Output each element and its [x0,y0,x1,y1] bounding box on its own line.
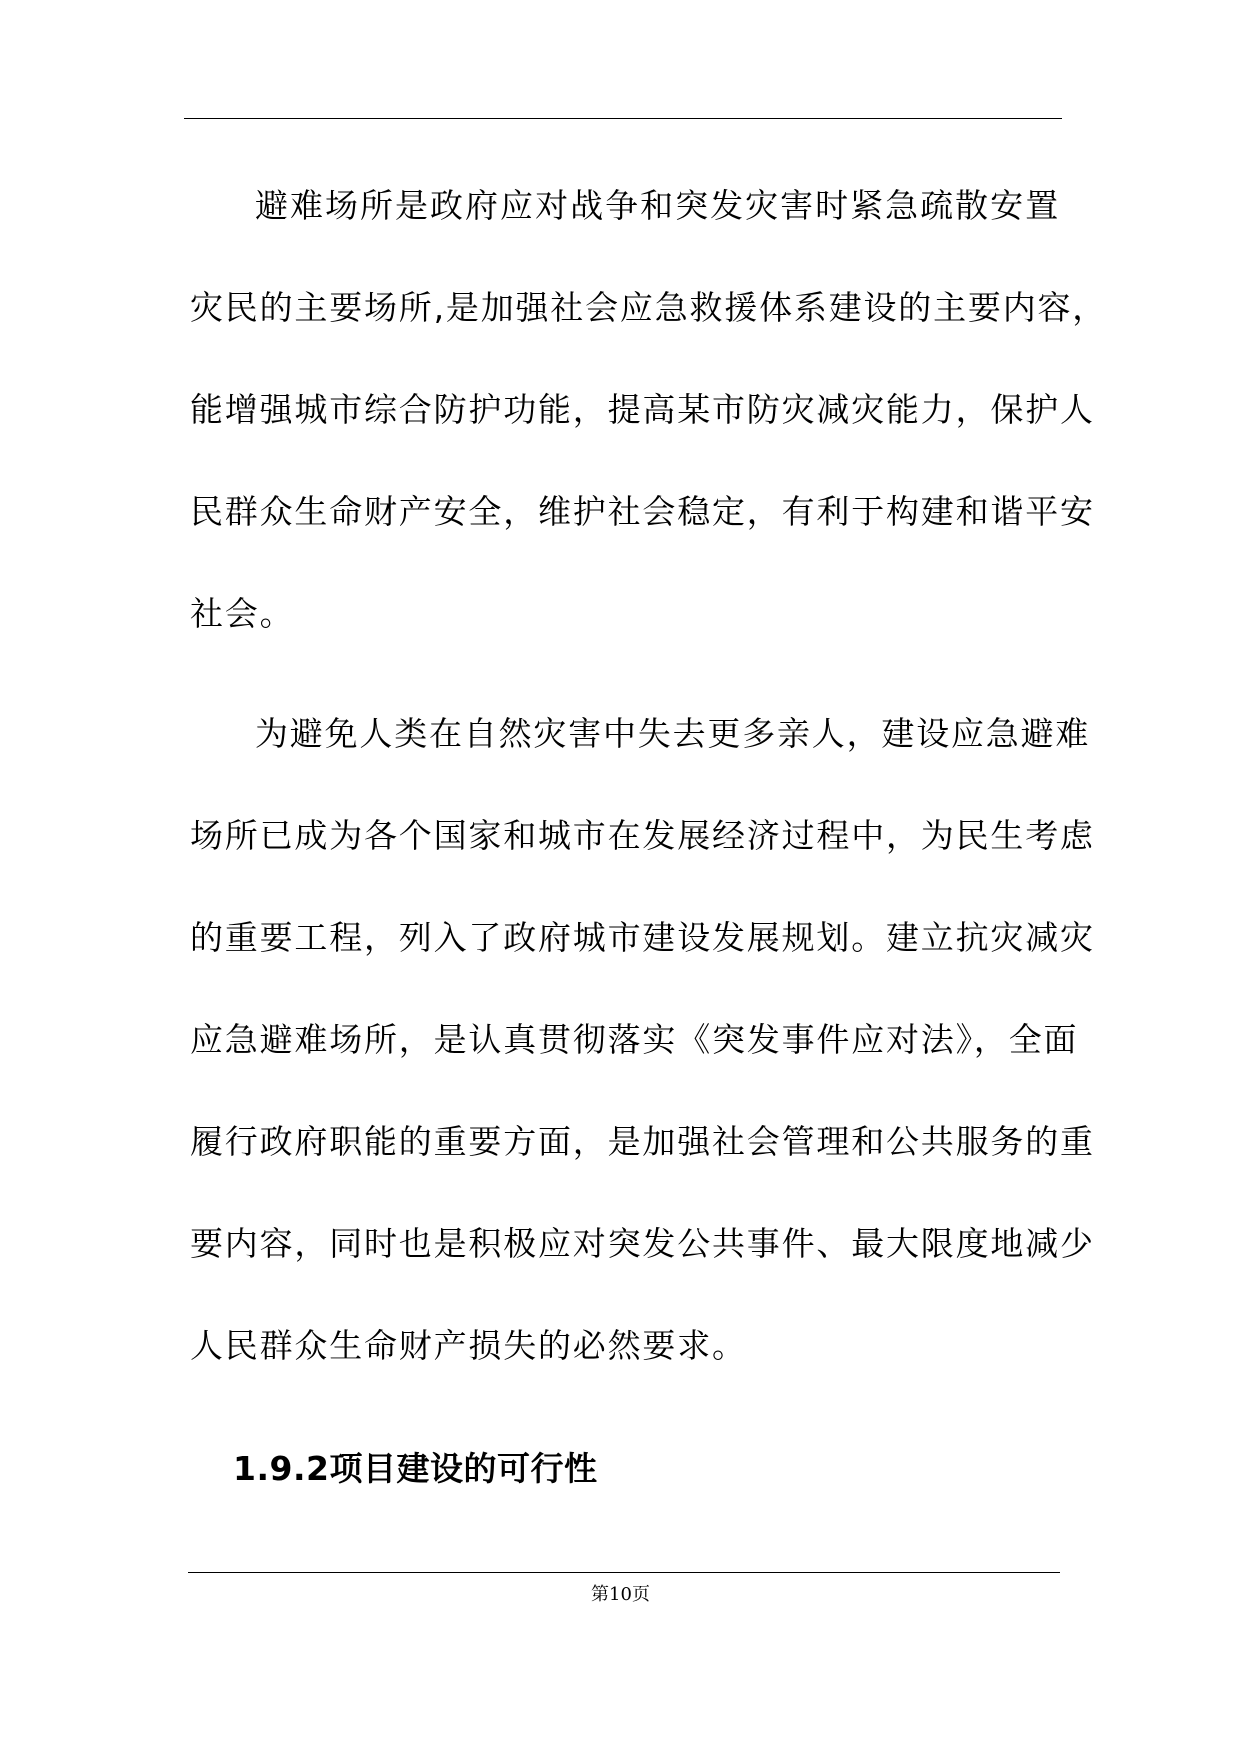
header-rule [184,118,1062,119]
text-line: 民群众生命财产安全，维护社会稳定，有利于构建和谐平安 [190,492,1095,531]
text-line: 要内容，同时也是积极应对突发公共事件、最大限度地减少 [190,1224,1095,1263]
text-line: 的重要工程，列入了政府城市建设发展规划。建立抗灾减灾 [190,918,1095,957]
text-line: 灾民的主要场所,是加强社会应急救援体系建设的主要内容， [190,288,1108,327]
text-line: 能增强城市综合防护功能，提高某市防灾减灾能力，保护人 [190,390,1095,429]
text-line: 场所已成为各个国家和城市在发展经济过程中，为民生考虑 [190,816,1095,855]
text-line: 为避免人类在自然灾害中失去更多亲人，建设应急避难 [255,714,1091,753]
text-line: 避难场所是政府应对战争和突发灾害时紧急疏散安置 [255,186,1060,225]
text-line: 人民群众生命财产损失的必然要求。 [190,1326,747,1365]
footer-rule [188,1572,1060,1573]
text-line: 应急避难场所，是认真贯彻落实《突发事件应对法》，全面 [190,1020,1079,1059]
text-line: 社会。 [190,594,295,633]
page-number: 第10页 [591,1584,650,1605]
text-line: 履行政府职能的重要方面，是加强社会管理和公共服务的重 [190,1122,1095,1161]
section-heading: 1.9.2项目建设的可行性 [233,1449,598,1488]
